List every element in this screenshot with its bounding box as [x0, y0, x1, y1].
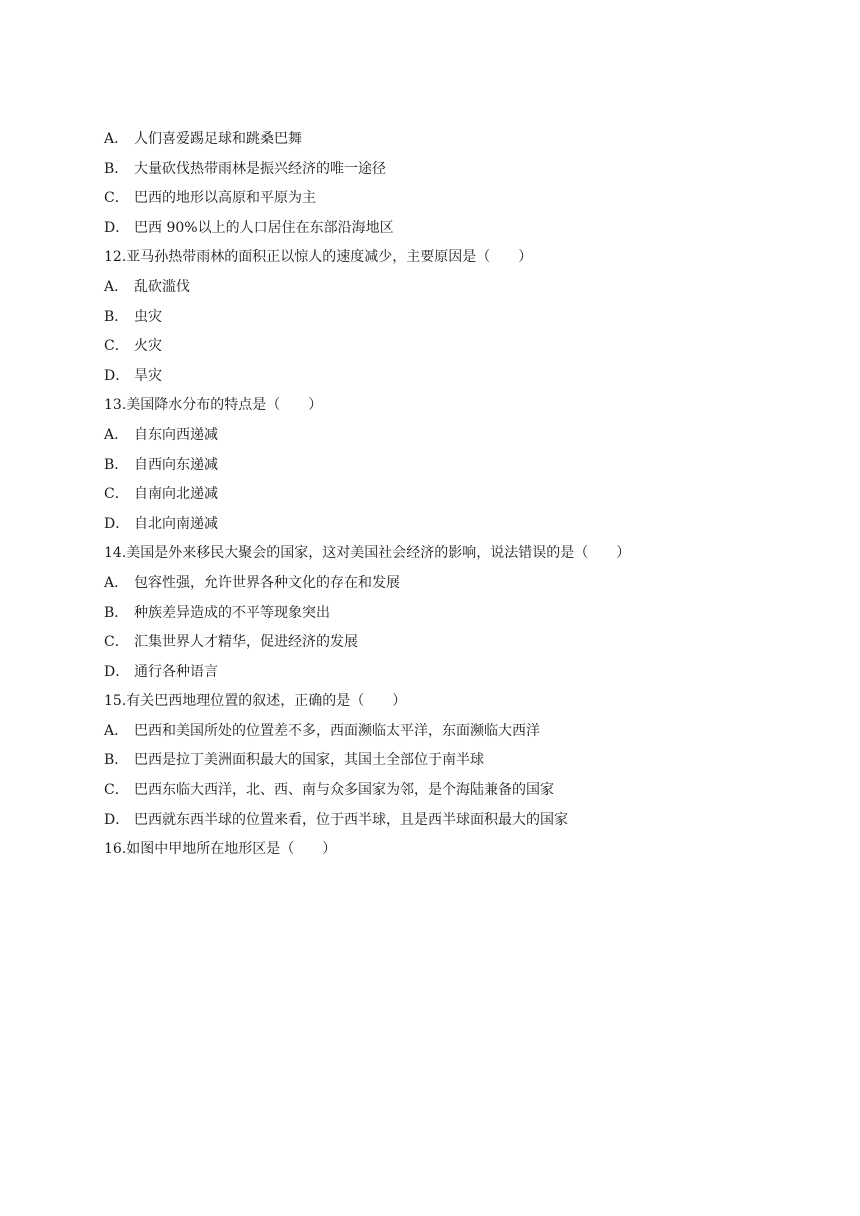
- answer-option: [104, 599, 784, 629]
- option-text: 巴西是拉丁美洲面积最大的国家，其国土全部位于南半球: [134, 752, 484, 769]
- answer-option: [104, 421, 784, 451]
- option-text: 汇集世界人才精华，促进经济的发展: [134, 634, 358, 651]
- option-letter: A．: [104, 278, 129, 295]
- answer-option: [104, 332, 784, 362]
- question-stem: [104, 391, 784, 421]
- question-stem: [104, 539, 784, 569]
- answer-option: [104, 155, 784, 185]
- answer-option: [104, 303, 784, 333]
- option-letter: C．: [104, 782, 129, 799]
- option-letter: A．: [104, 574, 129, 591]
- question-text: 12.亚马孙热带雨林的面积正以惊人的速度减少，主要原因是（ ）: [104, 249, 533, 266]
- question-stem: [104, 835, 784, 865]
- option-text: 自南向北递减: [134, 486, 218, 503]
- answer-option: [104, 628, 784, 658]
- option-text: 包容性强，允许世界各种文化的存在和发展: [134, 574, 400, 591]
- option-text: 乱砍滥伐: [134, 278, 190, 295]
- option-letter: D．: [104, 219, 130, 236]
- answer-option: [104, 362, 784, 392]
- option-letter: C．: [104, 338, 129, 355]
- option-text: 自西向东递减: [134, 456, 218, 473]
- option-letter: A．: [104, 131, 129, 147]
- answer-option: [104, 717, 784, 747]
- option-letter: C．: [104, 190, 129, 207]
- answer-option: [104, 776, 784, 806]
- answer-option: [104, 746, 784, 776]
- option-letter: B．: [104, 308, 129, 325]
- answer-option: [104, 184, 784, 214]
- option-letter: C．: [104, 486, 129, 503]
- option-text: 巴西就东西半球的位置来看，位于西半球，且是西半球面积最大的国家: [134, 811, 568, 828]
- option-letter: B．: [104, 456, 129, 473]
- question-text: 13.美国降水分布的特点是（ ）: [104, 397, 323, 414]
- option-letter: D．: [104, 515, 130, 532]
- answer-option: [104, 214, 784, 244]
- option-text: 人们喜爱踢足球和跳桑巴舞: [134, 131, 302, 147]
- question-text: 14.美国是外来移民大聚会的国家，这对美国社会经济的影响，说法错误的是（ ）: [104, 545, 631, 562]
- option-text: 巴西 90%以上的人口居住在东部沿海地区: [134, 219, 394, 236]
- option-text: 巴西东临大西洋，北、西、南与众多国家为邻，是个海陆兼备的国家: [134, 782, 554, 799]
- option-text: 种族差异造成的不平等现象突出: [134, 604, 330, 621]
- answer-option: [104, 480, 784, 510]
- option-letter: D．: [104, 811, 130, 828]
- answer-option: [104, 806, 784, 836]
- exam-page: [104, 125, 784, 865]
- option-text: 巴西的地形以高原和平原为主: [134, 190, 316, 207]
- question-stem: [104, 687, 784, 717]
- question-text: 16.如图中甲地所在地形区是（ ）: [104, 841, 337, 858]
- option-letter: A．: [104, 426, 129, 443]
- answer-option: [104, 125, 784, 155]
- answer-option: [104, 658, 784, 688]
- answer-option: [104, 451, 784, 481]
- option-text: 巴西和美国所处的位置差不多，西面濒临太平洋，东面濒临大西洋: [134, 722, 540, 739]
- option-text: 虫灾: [134, 308, 162, 325]
- option-letter: D．: [104, 367, 130, 384]
- answer-option: [104, 273, 784, 303]
- option-text: 旱灾: [134, 367, 162, 384]
- option-text: 通行各种语言: [134, 663, 218, 680]
- question-text: 15.有关巴西地理位置的叙述，正确的是（ ）: [104, 693, 407, 710]
- option-letter: B．: [104, 604, 129, 621]
- option-letter: D．: [104, 663, 130, 680]
- option-text: 火灾: [134, 338, 162, 355]
- answer-option: [104, 510, 784, 540]
- option-letter: B．: [104, 160, 129, 177]
- option-text: 自东向西递减: [134, 426, 218, 443]
- option-letter: B．: [104, 752, 129, 769]
- question-stem: [104, 243, 784, 273]
- option-letter: C．: [104, 634, 129, 651]
- option-text: 自北向南递减: [134, 515, 218, 532]
- answer-option: [104, 569, 784, 599]
- option-letter: A．: [104, 722, 129, 739]
- option-text: 大量砍伐热带雨林是振兴经济的唯一途径: [134, 160, 386, 177]
